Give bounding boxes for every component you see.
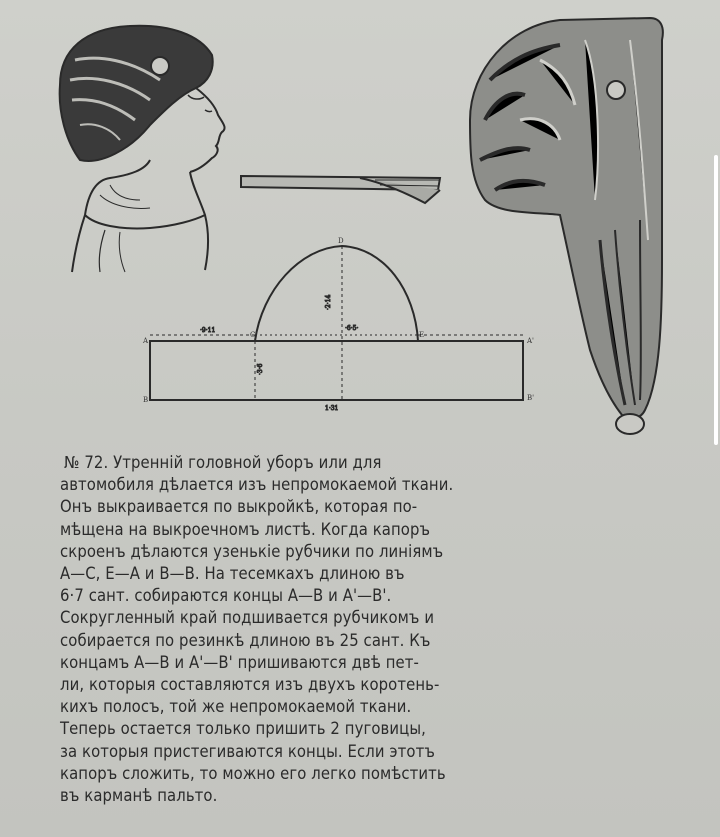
pattern-label-e: E — [419, 331, 425, 339]
caption-line: въ карманѣ пальто. — [60, 786, 218, 806]
caption-text — [60, 452, 552, 807]
caption-line: 6·7 сант. собираются концы А—В и А'—В'. — [60, 586, 392, 606]
caption-line: № 72. Утренній головной уборъ или для — [64, 453, 382, 472]
caption-line: собирается по резинкѣ длиною въ 25 сант. Къ — [60, 630, 431, 650]
caption-line: за которыя пристегиваются концы. Если этотъ — [60, 741, 435, 761]
scroll-indicator[interactable] — [714, 155, 718, 445]
svg-text:·3·6: ·3·6 — [257, 363, 264, 375]
caption-line: Онъ выкраивается по выкройкѣ, которая по- — [60, 497, 418, 517]
caption-line: скроенъ дѣлаются узенькіе рубчики по линіямъ — [60, 541, 444, 561]
caption-line: капоръ сложить, то можно его легко помѣстить — [60, 763, 446, 783]
woman-portrait-illustration — [60, 26, 225, 272]
pattern-label-b: B — [143, 396, 149, 404]
svg-text:·2·14: ·2·14 — [325, 294, 332, 310]
svg-text:·9·11: ·9·11 — [200, 327, 216, 334]
caption-line: Теперь остается только пришить 2 пуговицы, — [60, 719, 426, 739]
svg-text:·6·5·: ·6·5· — [345, 325, 359, 332]
folded-strip-illustration — [241, 176, 440, 203]
sewing-pattern-diagram — [150, 246, 523, 412]
pattern-label-a: A — [143, 337, 149, 345]
caption-line: ли, которыя составляются изъ двухъ коротень- — [60, 675, 440, 695]
caption-line: автомобиля дѣлается изъ непромокаемой ткани. — [60, 475, 454, 495]
caption-line: А—С, Е—А и В—В. На тесемкахъ длиною въ — [60, 564, 405, 584]
pattern-label-b-prime: B' — [527, 394, 535, 402]
pattern-label-a-prime: A' — [527, 337, 534, 345]
unfolded-cap-illustration — [470, 18, 663, 434]
svg-text:1·31: 1·31 — [325, 405, 339, 412]
caption-line: Сокругленный край подшивается рубчикомъ и — [60, 608, 435, 628]
caption-line: концамъ А—В и А'—В' пришиваются двѣ пет- — [60, 652, 419, 672]
pattern-label-d: D — [338, 237, 344, 245]
caption-line: мѣщена на выкроечномъ листѣ. Когда капоръ — [60, 519, 431, 539]
pattern-label-c: C — [250, 331, 256, 339]
caption-line: кихъ полосъ, той же непромокаемой ткани. — [60, 697, 412, 717]
